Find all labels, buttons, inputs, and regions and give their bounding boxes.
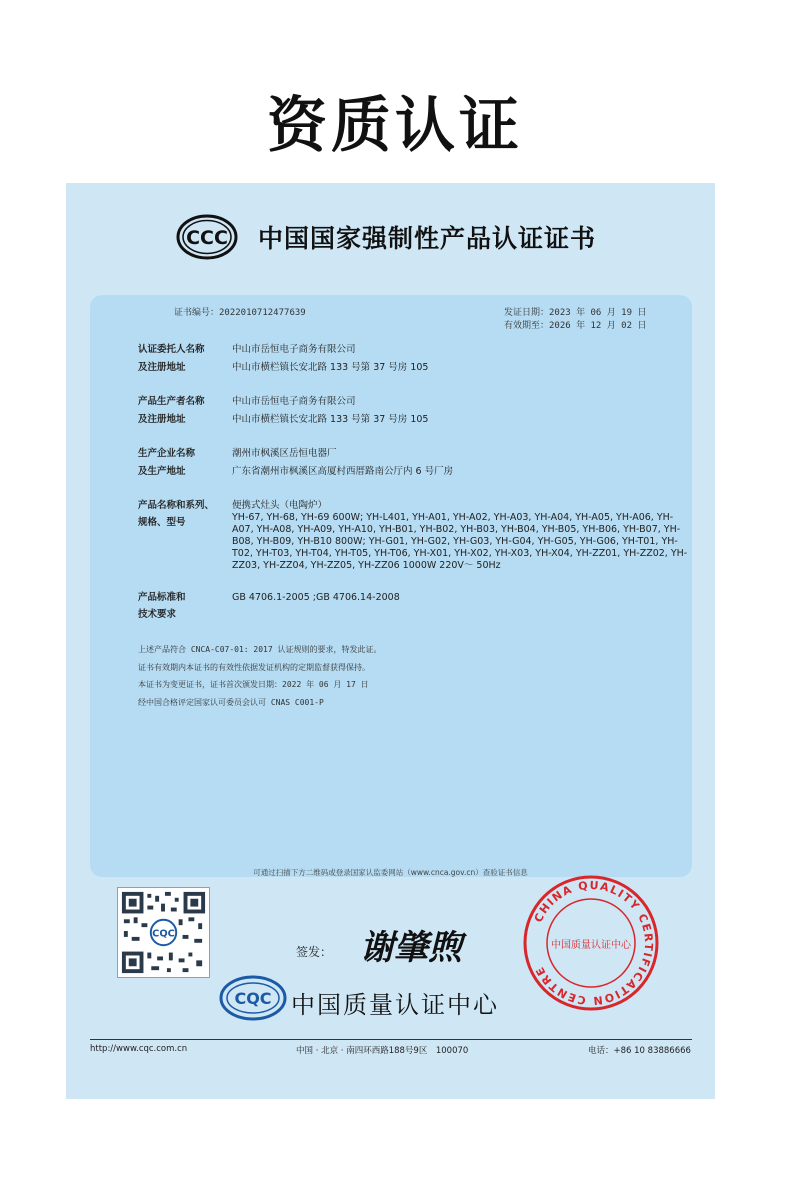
note-line: 证书有效期内本证书的有效性依据发证机构的定期监督获得保持。: [138, 662, 370, 672]
standard-label-line2: 技术要求: [138, 609, 177, 620]
official-seal-icon: [521, 873, 661, 1013]
cqc-logo-text: CQC: [234, 989, 272, 1008]
field-value: 中山市横栏镇长安北路 133 号第 37 号房 105: [232, 414, 429, 425]
note-line: 上述产品符合 CNCA-C07-01: 2017 认证规则的要求，特发此证。: [138, 645, 382, 654]
verify-text: 可通过扫描下方二维码或登录国家认监委网站（www.cnca.gov.cn）查验证书信息: [253, 868, 528, 877]
qr-code-icon[interactable]: [117, 887, 210, 978]
page-heading: 资质认证: [267, 91, 523, 161]
expiry-date: 有效期至：2026 年 12 月 02 日: [504, 321, 647, 331]
issue-date: 发证日期：2023 年 06 月 19 日: [504, 308, 647, 318]
signature-label: 签发：: [296, 945, 333, 959]
ccc-logo-icon: [176, 213, 238, 261]
certificate-notes: [138, 641, 678, 711]
ccc-logo-text: CCC: [186, 227, 228, 249]
field-value: [232, 497, 692, 572]
note-line: 本证书为变更证书，证书首次颁发日期：2022 年 06 月 17 日: [138, 680, 369, 689]
field-value: 中山市岳恒电子商务有限公司: [232, 344, 356, 355]
qr-center-logo: CQC: [152, 928, 175, 940]
product-models: YH-67, YH-68, YH-69 600W; YH-L401, YH-A01, YH-A02, YH-A03, YH-A04, YH-A05, YH-A06, YH-A07, YH-A08, YH-A09, YH-A10, YH-B01, YH-B02, YH-B03, YH-B04, YH-B05, YH-B06, YH-B07, YH-B08, YH-B09, YH-B10 800W; YH-G01, YH-G02, YH-G03, YH-G04, YH-G05, YH-G06, YH-T01, YH-T02, YH-T03, YH-T04, YH-T05, YH-T06, YH-X01, YH-X02, YH-X03, YH-X04, YH-ZZ01, YH-ZZ02, YH-ZZ03, YH-ZZ04, YH-ZZ05, YH-ZZ06 1000W 220V～ 50Hz: [232, 512, 688, 571]
seal-outer-text: CHINA QUALITY CERTIFICATION CENTRE: [531, 878, 656, 1008]
signature-image: [341, 921, 481, 971]
cqc-logo-icon: [218, 973, 288, 1023]
certificate-number: 证书编号：2022010712477639: [174, 308, 306, 318]
footer-address: 中国 · 北京 · 南四环西路188号9区 100070: [296, 1046, 469, 1056]
signature-text: 谢肇煦: [360, 928, 462, 968]
footer-phone: 电话：+86 10 83886666: [588, 1046, 691, 1056]
field-label: [138, 589, 228, 623]
field-label: 及注册地址: [138, 414, 186, 425]
field-value: 中山市横栏镇长安北路 133 号第 37 号房 105: [232, 362, 429, 373]
standard-label-line1: 产品标准和: [138, 592, 186, 603]
issuing-organization: 中国质量认证中心: [291, 991, 499, 1019]
field-label: 及生产地址: [138, 466, 186, 477]
field-label: [138, 497, 228, 531]
certificate-title: 中国国家强制性产品认证证书: [258, 224, 597, 253]
seal-inner-text: 中国质量认证中心: [551, 940, 631, 951]
footer-website: http://www.cqc.com.cn: [90, 1044, 188, 1054]
field-label: 认证委托人名称: [138, 344, 205, 355]
certificate-header: [66, 213, 715, 269]
footer-divider: [90, 1039, 692, 1040]
product-label-line2: 规格、型号: [138, 517, 186, 528]
field-value: 中山市岳恒电子商务有限公司: [232, 396, 356, 407]
field-label: 生产企业名称: [138, 448, 196, 459]
field-label: 产品生产者名称: [138, 396, 205, 407]
certificate: [66, 183, 715, 1099]
certificate-panel: [90, 295, 692, 877]
field-value: GB 4706.1-2005 ;GB 4706.14-2008: [232, 592, 400, 603]
field-value: 广东省潮州市枫溪区高厦村西厝路南公厅内 6 号厂房: [232, 466, 454, 477]
product-name: 便携式灶头（电陶炉）: [232, 500, 328, 511]
field-label: 及注册地址: [138, 362, 186, 373]
note-line: 经中国合格评定国家认可委员会认可 CNAS C001-P: [138, 697, 324, 707]
field-value: 潮州市枫溪区岳恒电器厂: [232, 448, 337, 459]
product-label-line1: 产品名称和系列、: [138, 500, 215, 511]
